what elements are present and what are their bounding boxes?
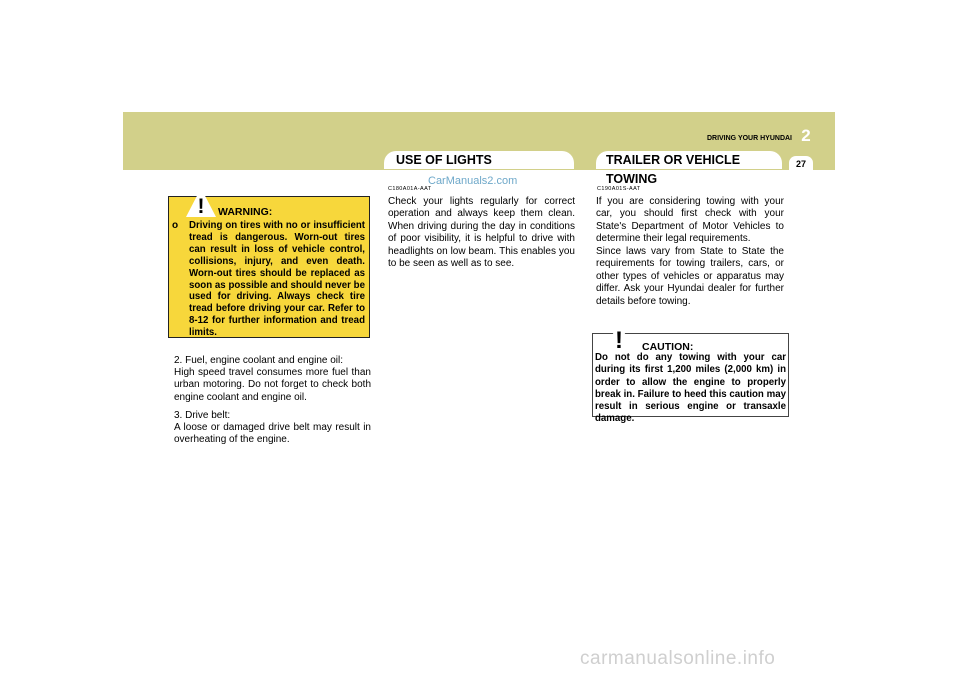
- footer-logo[interactable]: carmanualsonline.info: [580, 648, 776, 669]
- towing-text-2: Since laws vary from State to State the requirements for towing trailers, cars, or other types of vehicles or apparatus may differ. Ask your Hyundai dealer for further details before towing.: [596, 246, 784, 307]
- warning-title: WARNING:: [218, 206, 273, 218]
- item-belt-title: 3. Drive belt:: [174, 410, 231, 421]
- caution-text: Do not do any towing with your car during its first 1,200 miles (2,000 km) in order to allow the engine to properly break in. Failure to heed this caution may result in serious engine or transaxle damage.: [595, 352, 786, 425]
- warning-bullet: o: [172, 220, 179, 231]
- item-fuel-text: High speed travel consumes more fuel than urban motoring. Do not forget to check both engine coolant and engine oil.: [174, 367, 371, 403]
- caution-triangle-icon: [602, 320, 636, 354]
- chapter-label: DRIVING YOUR HYUNDAI: [706, 135, 792, 142]
- towing-code: C190A01S-AAT: [597, 186, 641, 192]
- caution-symbol: !: [615, 327, 623, 354]
- section-title-towing: TRAILER OR VEHICLE TOWING: [596, 151, 782, 169]
- warning-text: Driving on tires with no or insufficient tread is dangerous. Worn-out tires can result in loss of vehicle control, collisions, injury, and even death. Worn-out tires should be replaced as soon as possible and should never be used for driving. Always check tire tread before driving your car. Refer to 8-12 for further information and tread limits.: [189, 220, 365, 339]
- warning-symbol: !: [197, 195, 205, 218]
- towing-text-1: If you are considering towing with your car, you should first check with your State's Department of Motor Vehicles to determine their legal requirements.: [596, 196, 784, 245]
- section-title-lights: USE OF LIGHTS: [384, 151, 574, 169]
- chapter-number: 2: [801, 126, 811, 145]
- page-number: 27: [789, 156, 813, 172]
- caution-title: CAUTION:: [642, 341, 694, 353]
- item-fuel-title: 2. Fuel, engine coolant and engine oil:: [174, 355, 344, 366]
- lights-code: C180A01A-AAT: [388, 186, 432, 192]
- lights-text: Check your lights regularly for correct operation and always keep them clean. When driving during the day in conditions of poor visibility, it is helpful to drive with headlights on low beam. This enables you to be seen as well as to see.: [388, 196, 575, 270]
- watermark-link[interactable]: CarManuals2.com: [428, 175, 518, 187]
- warning-triangle-icon: [184, 186, 218, 220]
- item-belt-text: A loose or damaged drive belt may result in overheating of the engine.: [174, 422, 371, 446]
